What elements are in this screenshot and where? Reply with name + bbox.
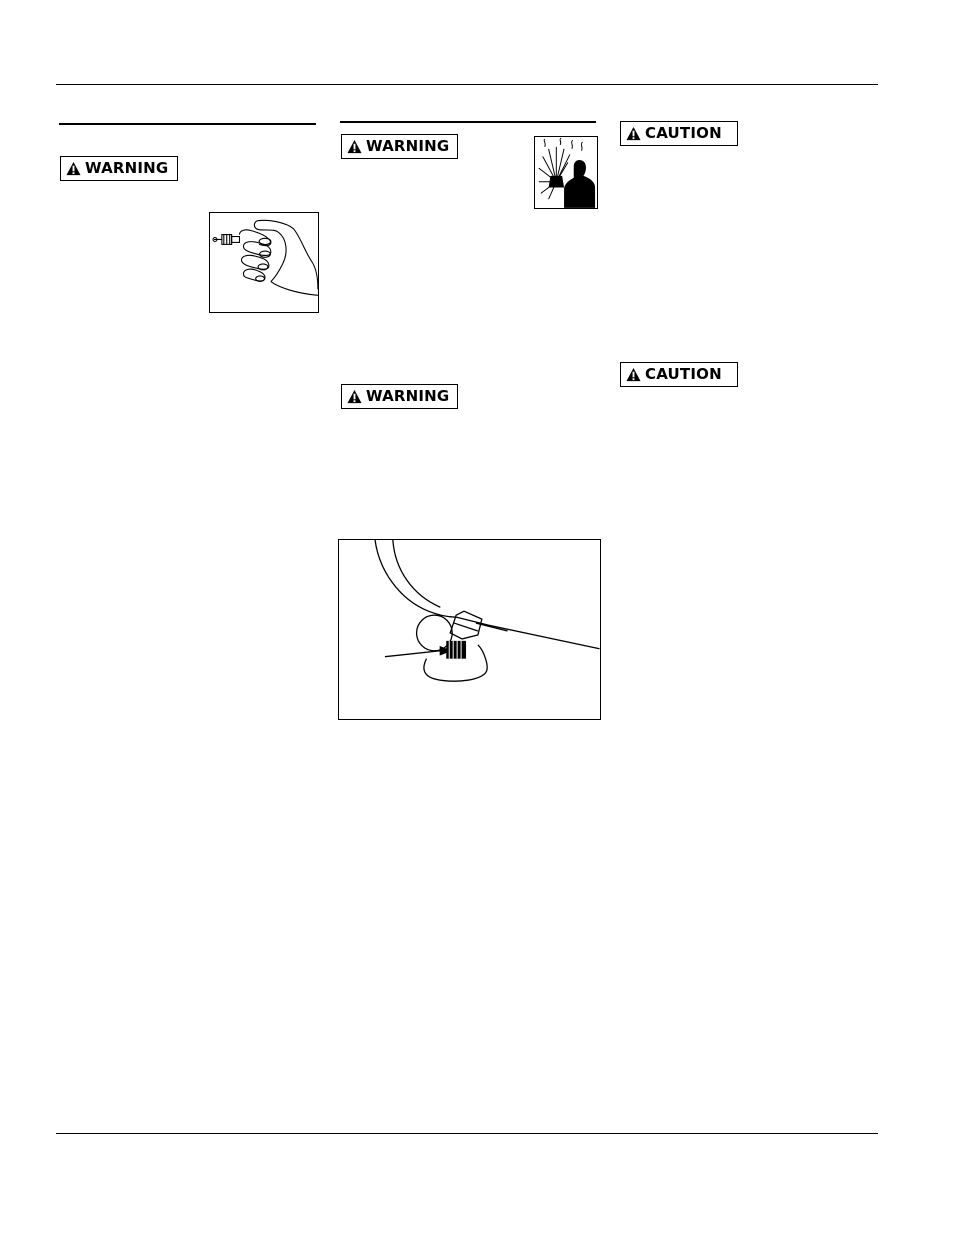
warning-label-2 [341,134,458,159]
warning-label-1 [60,156,178,181]
header-rule [56,84,878,85]
caution-label-text: CAUTION [645,365,722,383]
warning-label-text: WARNING [366,387,450,405]
warning-label-text: WARNING [85,159,169,177]
footer-rule [56,1133,878,1134]
hand-connector-illustration [209,212,319,313]
hand-connector-icon [210,213,318,312]
caution-label-text: CAUTION [645,124,722,142]
caution-label-2 [620,362,738,387]
warning-label-text: WARNING [366,137,450,155]
caution-label-1 [620,121,738,146]
tank-drain-valve-illustration [338,539,601,720]
warning-label-3 [341,384,458,409]
tank-drain-valve-icon [339,540,600,719]
column1-section-rule [59,123,316,125]
caution-triangle-icon [626,367,641,382]
warning-triangle-icon [347,389,362,404]
caution-triangle-icon [626,126,641,141]
burst-hazard-icon [535,137,597,208]
warning-triangle-icon [347,139,362,154]
column2-section-rule [340,121,596,123]
warning-triangle-icon [66,161,81,176]
pressure-burst-hazard-illustration [534,136,598,209]
